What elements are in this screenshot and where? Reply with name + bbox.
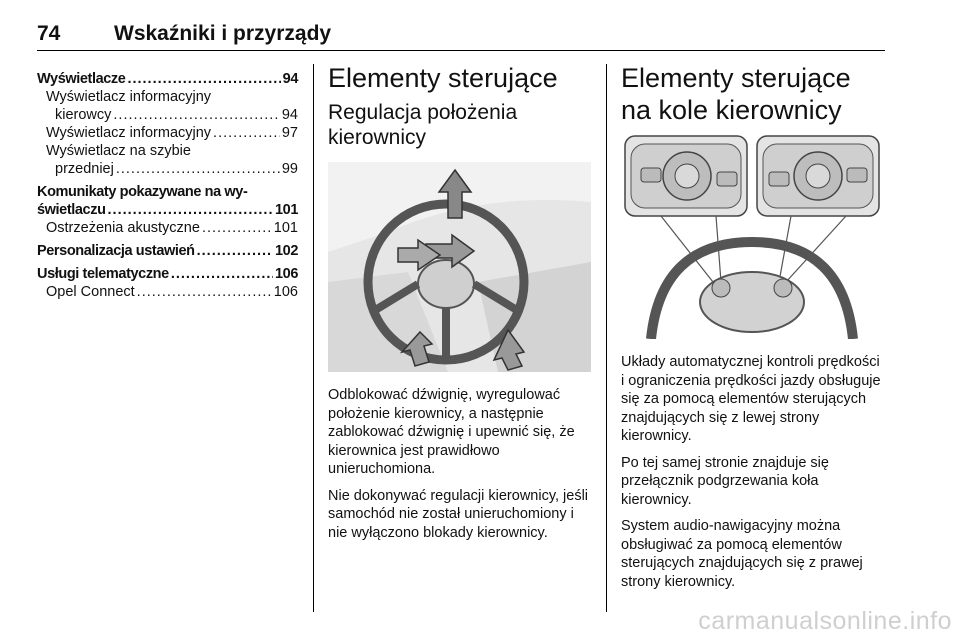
steering-wheel-controls-icon	[621, 132, 884, 339]
toc-entry-komunikaty[interactable]: świetlaczu ..... 101	[37, 201, 298, 219]
steering-wheel-adjust-icon	[328, 162, 591, 372]
page-header	[37, 18, 885, 50]
column-divider-1	[313, 64, 314, 612]
column-steering-controls	[621, 62, 885, 599]
column-steering-adjustment	[328, 62, 592, 550]
toc-entry-wyswietlacze[interactable]: Wyświetlacze ..... 94	[37, 70, 298, 88]
header-rule	[37, 50, 885, 51]
paragraph: Po tej samej stronie znajduje się przełącznik podgrzewania koła kierownicy.	[621, 454, 829, 508]
toc-entry-personalizacja[interactable]: Personalizacja ustawień ..... 102	[37, 242, 298, 260]
watermark: carmanualsonline.info	[698, 607, 952, 635]
section-heading: Elementy sterujące na kole kierownicy	[621, 63, 851, 125]
steering-controls-illustration	[621, 132, 884, 339]
toc-entry-wyswietlacz-kierowcy[interactable]: kierowcy ..... 94	[37, 106, 298, 124]
paragraph: System audio-nawigacyjny można obsługiwać za pomocą elementów sterujących znajdujących się z prawej strony kierownicy.	[621, 518, 863, 590]
toc-entry-label-line[interactable]: Wyświetlacz informacyjny	[46, 89, 212, 105]
steering-adjustment-illustration	[328, 162, 591, 372]
toc-entry-uslugi-telematyczne[interactable]: Usługi telematyczne ..... 106	[37, 265, 298, 283]
toc-entry-label-line[interactable]: Wyświetlacz na szybie	[46, 143, 191, 159]
subsection-heading: Regulacja położenia kierownicy	[328, 101, 518, 149]
toc-entry-label-line[interactable]: Komunikaty pokazywane na wy-	[37, 184, 248, 200]
paragraph: Odblokować dźwignię, wyregulować położenie kierownicy, a następnie zablokować dźwignię i upewnić się, że kierownica jest prawidłowo unieruchomiona.	[328, 387, 575, 477]
toc-entry-wyswietlacz-informacyjny[interactable]: Wyświetlacz informacyjny ..... 97	[37, 124, 298, 142]
table-of-contents	[37, 70, 298, 301]
toc-entry-wyswietlacz-na-szybie[interactable]: przedniej ..... 99	[37, 160, 298, 178]
toc-entry-opel-connect[interactable]: Opel Connect ..... 106	[37, 283, 298, 301]
section-heading: Elementy sterujące	[328, 63, 558, 93]
toc-entry-ostrzezenia[interactable]: Ostrzeżenia akustyczne ..... 101	[37, 219, 298, 237]
page-title: Wskaźniki i przyrządy	[114, 22, 332, 45]
page-number: 74	[37, 22, 61, 45]
paragraph: Układy automatycznej kontroli prędkości i ograniczenia prędkości jazdy obsługuje się za pomocą elementów sterujących znajdujących się z lewej strony kierownicy.	[621, 354, 881, 444]
paragraph: Nie dokonywać regulacji kierownicy, jeśli samochód nie został unieruchomiony i nie wyłączono blokady kierownicy.	[328, 487, 589, 541]
column-divider-2	[606, 64, 607, 612]
